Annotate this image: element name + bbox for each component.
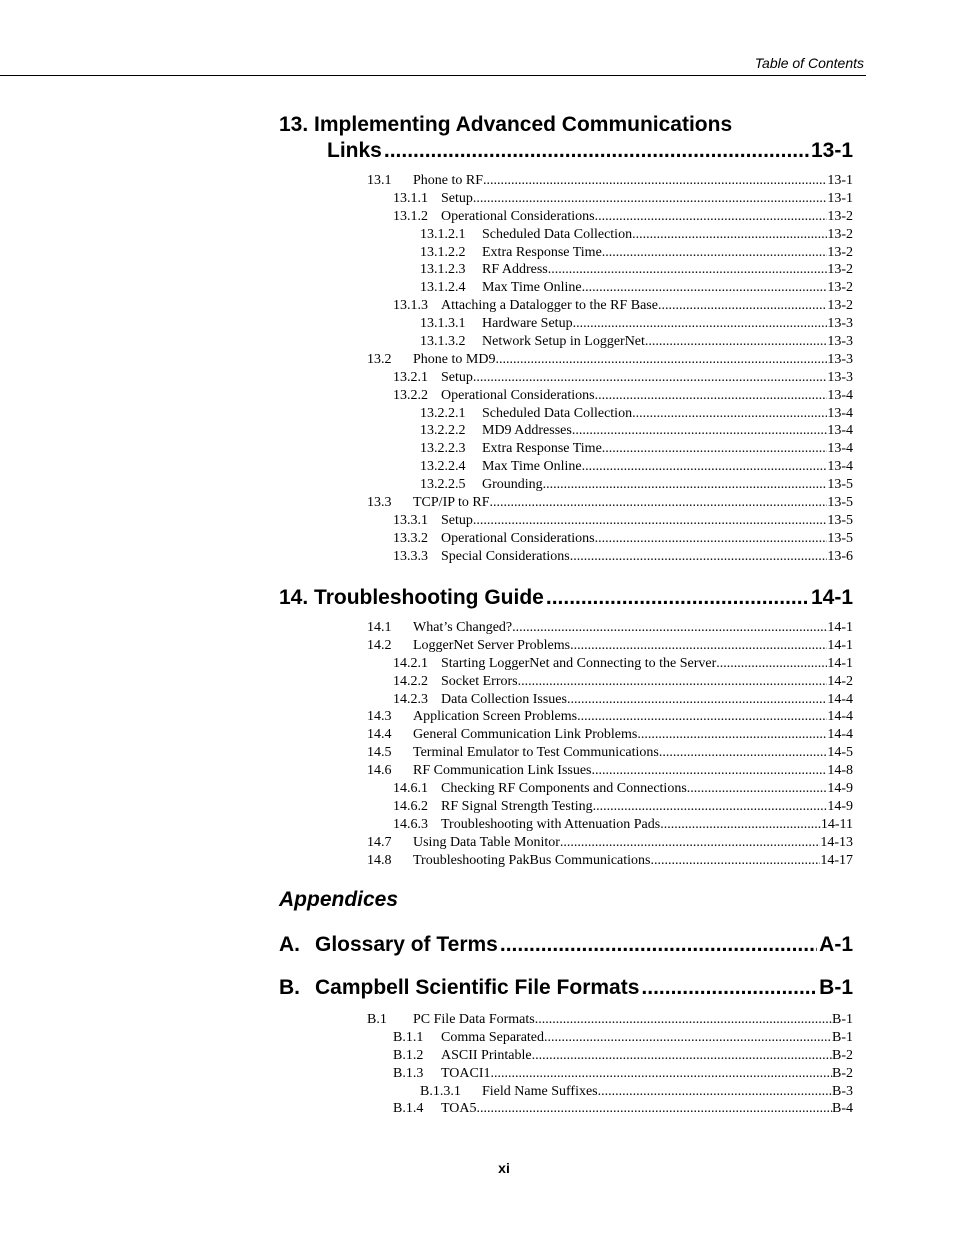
leader-dots bbox=[602, 440, 828, 458]
appendix-a-page: A-1 bbox=[819, 933, 853, 956]
leader-dots bbox=[384, 138, 809, 164]
toc-entry-title: MD9 Addresses bbox=[482, 423, 572, 439]
leader-dots bbox=[570, 548, 828, 566]
toc-entry-number: 13.2.2.1 bbox=[420, 405, 466, 421]
toc-entry[interactable] bbox=[279, 1083, 853, 1101]
toc-entry[interactable] bbox=[279, 834, 853, 852]
leader-dots bbox=[546, 585, 809, 611]
toc-entry[interactable] bbox=[279, 369, 853, 387]
appendix-b-page: B-1 bbox=[819, 976, 853, 999]
toc-entry-title: What’s Changed? bbox=[413, 620, 513, 635]
toc-entry[interactable] bbox=[279, 691, 853, 709]
leader-dots bbox=[483, 172, 827, 190]
toc-entry[interactable] bbox=[279, 673, 853, 691]
toc-entry-title: Scheduled Data Collection bbox=[482, 405, 633, 421]
leader-dots bbox=[658, 297, 827, 315]
toc-entry-title: Extra Response Time bbox=[482, 244, 602, 260]
toc-entry[interactable] bbox=[279, 798, 853, 816]
toc-entry[interactable] bbox=[279, 780, 853, 798]
toc-entry[interactable] bbox=[279, 440, 853, 458]
appendix-b-letter: B. bbox=[279, 976, 300, 999]
toc-entry-page: 13-6 bbox=[827, 548, 853, 564]
toc-entry[interactable] bbox=[279, 387, 853, 405]
leader-dots bbox=[518, 673, 828, 691]
toc-entry[interactable] bbox=[279, 476, 853, 494]
toc-entry[interactable] bbox=[279, 261, 853, 279]
toc-entry-page: 14-4 bbox=[827, 727, 853, 743]
toc-entry-number: B.1.3.1 bbox=[420, 1083, 461, 1099]
toc-entry-title: General Communication Link Problems bbox=[413, 727, 638, 743]
toc-entry-title: TOA5 bbox=[441, 1101, 477, 1117]
toc-entry[interactable] bbox=[279, 1011, 853, 1029]
toc-entry-page: 13-1 bbox=[827, 173, 853, 188]
page-number: xi bbox=[498, 1160, 510, 1176]
leader-dots bbox=[543, 476, 828, 494]
leader-dots bbox=[582, 279, 828, 297]
toc-entry-page: 13-2 bbox=[827, 298, 853, 314]
chapter-13-entries bbox=[279, 172, 853, 566]
toc-entry-title: Network Setup in LoggerNet bbox=[482, 334, 645, 350]
appendix-b-heading[interactable] bbox=[279, 975, 853, 1001]
toc-entry-number: 13.2.1 bbox=[393, 369, 428, 385]
toc-entry-number: 14.6.3 bbox=[393, 816, 428, 832]
leader-dots bbox=[544, 1029, 832, 1047]
toc-entry-number: 13.1.3 bbox=[393, 298, 428, 314]
leader-dots bbox=[595, 387, 828, 405]
toc-entry-page: 14-5 bbox=[827, 745, 853, 761]
toc-entry-page: 14-1 bbox=[827, 637, 853, 653]
toc-entry-page: 14-4 bbox=[827, 691, 853, 707]
toc-entry-number: 14.2.1 bbox=[393, 655, 428, 671]
toc-entry-title: Setup bbox=[441, 190, 473, 206]
appendix-a-heading[interactable] bbox=[279, 932, 853, 958]
toc-entry-number: 13.1.2.3 bbox=[420, 262, 466, 278]
toc-entry[interactable] bbox=[279, 172, 853, 190]
toc-entry-title: RF Communication Link Issues bbox=[413, 763, 592, 779]
toc-entry[interactable] bbox=[279, 333, 853, 351]
leader-dots bbox=[641, 975, 817, 1001]
toc-entry[interactable] bbox=[279, 637, 853, 655]
toc-entry[interactable] bbox=[279, 512, 853, 530]
toc-entry[interactable] bbox=[279, 315, 853, 333]
toc-entry-title: Attaching a Datalogger to the RF Base bbox=[441, 298, 658, 314]
toc-entry-title: Application Screen Problems bbox=[413, 709, 578, 725]
leader-dots bbox=[490, 494, 828, 512]
toc-entry-page: 13-4 bbox=[827, 459, 853, 475]
leader-dots bbox=[473, 369, 827, 387]
toc-entry-number: 13.1.2.1 bbox=[420, 226, 466, 242]
leader-dots bbox=[535, 1011, 832, 1029]
header-rule bbox=[0, 75, 866, 76]
leader-dots bbox=[660, 816, 821, 834]
toc-entry-title: Starting LoggerNet and Connecting to the Server bbox=[441, 655, 717, 671]
toc-entry-page: 13-5 bbox=[827, 512, 853, 528]
toc-entry-page: B-1 bbox=[832, 1012, 853, 1027]
leader-dots bbox=[473, 512, 827, 530]
toc-entry-title: ASCII Printable bbox=[441, 1047, 532, 1063]
toc-entry-page: 13-3 bbox=[827, 316, 853, 332]
toc-entry[interactable] bbox=[279, 297, 853, 315]
toc-entry-page: 14-17 bbox=[820, 852, 853, 868]
toc-entry-page: 13-2 bbox=[827, 280, 853, 296]
toc-entry-page: 14-11 bbox=[820, 816, 853, 832]
toc-entry-number: 14.1 bbox=[367, 620, 392, 635]
leader-dots bbox=[495, 351, 827, 369]
toc-entry-title: Max Time Online bbox=[482, 459, 582, 475]
chapter-14-entries bbox=[279, 619, 853, 869]
toc-entry-number: 13.2 bbox=[367, 351, 392, 367]
toc-entry-number: B.1.2 bbox=[393, 1047, 424, 1063]
toc-entry-title: Troubleshooting PakBus Communications bbox=[413, 852, 651, 868]
toc-entry-number: B.1.1 bbox=[393, 1029, 424, 1045]
toc-entry[interactable] bbox=[279, 351, 853, 369]
toc-entry-title: Using Data Table Monitor bbox=[413, 834, 560, 850]
toc-entry[interactable] bbox=[279, 548, 853, 566]
toc-entry-page: B-4 bbox=[832, 1101, 853, 1117]
leader-dots bbox=[577, 708, 827, 726]
toc-entry-number: 13.3.3 bbox=[393, 548, 428, 564]
toc-entry-number: 14.7 bbox=[367, 834, 392, 850]
toc-entry-page: 14-1 bbox=[827, 620, 853, 635]
toc-entry-number: 14.3 bbox=[367, 709, 392, 725]
toc-entry-number: 14.5 bbox=[367, 745, 392, 761]
leader-dots bbox=[572, 422, 827, 440]
toc-entry-page: 14-9 bbox=[827, 781, 853, 797]
toc-entry-title: Setup bbox=[441, 512, 473, 528]
toc-entry[interactable] bbox=[279, 190, 853, 208]
toc-entry-number: 13.3 bbox=[367, 495, 392, 511]
leader-dots bbox=[595, 530, 828, 548]
toc-entry-number: 13.3.1 bbox=[393, 512, 428, 528]
toc-entry-title: Data Collection Issues bbox=[441, 691, 567, 707]
toc-entry-title: Extra Response Time bbox=[482, 441, 602, 457]
toc-entry-page: 13-3 bbox=[827, 351, 853, 367]
toc-entry-title: Operational Considerations bbox=[441, 387, 595, 403]
toc-entry[interactable] bbox=[279, 852, 853, 870]
toc-entry[interactable] bbox=[279, 458, 853, 476]
toc-entry-number: B.1.4 bbox=[393, 1101, 424, 1117]
toc-entry-page: 13-2 bbox=[827, 262, 853, 278]
toc-entry-page: B-2 bbox=[832, 1047, 853, 1063]
toc-entry-number: 13.2.2 bbox=[393, 387, 428, 403]
leader-dots bbox=[632, 405, 827, 423]
toc-entry-title: Field Name Suffixes bbox=[482, 1083, 598, 1099]
toc-entry[interactable] bbox=[279, 279, 853, 297]
chapter-14-title: 14. Troubleshooting Guide bbox=[279, 586, 544, 609]
toc-entry-number: 14.6.1 bbox=[393, 781, 428, 797]
chapter-13-page: 13-1 bbox=[810, 139, 853, 162]
toc-entry[interactable] bbox=[279, 208, 853, 226]
toc-entry[interactable] bbox=[279, 708, 853, 726]
toc-entry[interactable] bbox=[279, 226, 853, 244]
leader-dots bbox=[500, 932, 817, 958]
leader-dots bbox=[651, 852, 821, 870]
leader-dots bbox=[659, 744, 827, 762]
toc-entry-title: Max Time Online bbox=[482, 280, 582, 296]
toc-entry[interactable] bbox=[279, 655, 853, 673]
toc-entry-title: Setup bbox=[441, 369, 473, 385]
chapter-14-heading[interactable] bbox=[279, 585, 853, 611]
leader-dots bbox=[570, 637, 827, 655]
toc-entry-number: 14.2.3 bbox=[393, 691, 428, 707]
leader-dots bbox=[532, 1047, 832, 1065]
leader-dots bbox=[477, 1100, 832, 1118]
toc-entry-title: Grounding bbox=[482, 477, 543, 493]
toc-entry-number: 13.2.2.2 bbox=[420, 423, 466, 439]
leader-dots bbox=[548, 261, 828, 279]
toc-entry-page: 13-2 bbox=[827, 208, 853, 224]
leader-dots bbox=[512, 619, 827, 637]
toc-entry-title: Hardware Setup bbox=[482, 316, 573, 332]
leader-dots bbox=[491, 1065, 832, 1083]
toc-entry-title: Terminal Emulator to Test Communications bbox=[413, 745, 659, 761]
toc-entry-page: B-2 bbox=[832, 1065, 853, 1081]
toc-entry[interactable] bbox=[279, 1029, 853, 1047]
leader-dots bbox=[598, 1083, 832, 1101]
running-header: Table of Contents bbox=[754, 55, 864, 71]
toc-entry-title: RF Signal Strength Testing bbox=[441, 798, 593, 814]
toc-entry-page: 13-1 bbox=[827, 190, 853, 206]
toc-entry-page: 14-1 bbox=[827, 655, 853, 671]
toc-entry[interactable] bbox=[279, 1065, 853, 1083]
toc-entry-page: B-1 bbox=[832, 1029, 853, 1045]
toc-entry-title: TCP/IP to RF bbox=[413, 495, 490, 511]
toc-entry-number: 14.4 bbox=[367, 727, 392, 743]
toc-entry-title: Phone to RF bbox=[413, 173, 484, 188]
toc-entry-title: PC File Data Formats bbox=[413, 1012, 535, 1027]
toc-entry-number: 13.1.1 bbox=[393, 190, 428, 206]
toc-entry-title: Socket Errors bbox=[441, 673, 518, 689]
toc-entry[interactable] bbox=[279, 744, 853, 762]
toc-entry-number: 13.2.2.4 bbox=[420, 459, 466, 475]
toc-entry-number: 14.2.2 bbox=[393, 673, 428, 689]
toc-entry-title: TOACI1 bbox=[441, 1065, 491, 1081]
toc-entry-page: 14-9 bbox=[827, 798, 853, 814]
toc-entry-title: Operational Considerations bbox=[441, 530, 595, 546]
toc-entry-page: 13-5 bbox=[827, 530, 853, 546]
toc-entry-page: 13-3 bbox=[827, 369, 853, 385]
toc-entry[interactable] bbox=[279, 530, 853, 548]
appendix-b-title: Campbell Scientific File Formats bbox=[315, 976, 640, 999]
toc-entry[interactable] bbox=[279, 1047, 853, 1065]
toc-entry[interactable] bbox=[279, 726, 853, 744]
toc-entry-number: 13.1.3.2 bbox=[420, 334, 466, 350]
toc-entry-title: RF Address bbox=[482, 262, 548, 278]
toc-entry-page: 14-13 bbox=[820, 834, 853, 850]
toc-entry-page: 14-4 bbox=[827, 709, 853, 725]
leader-dots bbox=[593, 798, 828, 816]
toc-entry[interactable] bbox=[279, 816, 853, 834]
toc-entry-number: 13.3.2 bbox=[393, 530, 428, 546]
toc-entry-page: 13-4 bbox=[827, 423, 853, 439]
toc-entry-number: 13.1.2.2 bbox=[420, 244, 466, 260]
toc-entry[interactable] bbox=[279, 619, 853, 637]
toc-entry-title: Comma Separated bbox=[441, 1029, 545, 1045]
toc-entry[interactable] bbox=[279, 422, 853, 440]
chapter-13-title-line2: Links bbox=[327, 139, 382, 162]
appendix-a-letter: A. bbox=[279, 933, 300, 956]
toc-entry-page: B-3 bbox=[832, 1083, 853, 1099]
toc-entry-title: Special Considerations bbox=[441, 548, 570, 564]
toc-entry-title: Phone to MD9 bbox=[413, 351, 496, 367]
toc-entry-title: Operational Considerations bbox=[441, 208, 595, 224]
leader-dots bbox=[573, 315, 828, 333]
appendices-heading: Appendices bbox=[279, 888, 399, 911]
toc-entry-title: LoggerNet Server Problems bbox=[413, 637, 571, 653]
chapter-13-heading[interactable] bbox=[279, 112, 853, 164]
leader-dots bbox=[595, 208, 828, 226]
toc-entry-page: 13-5 bbox=[827, 495, 853, 511]
leader-dots bbox=[473, 190, 827, 208]
toc-entry-page: 13-3 bbox=[827, 334, 853, 350]
toc-entry-number: 13.1.3.1 bbox=[420, 316, 466, 332]
toc-entry-number: 13.2.2.3 bbox=[420, 441, 466, 457]
leader-dots bbox=[632, 226, 827, 244]
leader-dots bbox=[645, 333, 827, 351]
toc-entry-page: 14-2 bbox=[827, 673, 853, 689]
leader-dots bbox=[637, 726, 827, 744]
toc-entry-number: 13.1.2.4 bbox=[420, 280, 466, 296]
toc-entry-number: B.1.3 bbox=[393, 1065, 424, 1081]
appendix-b-entries bbox=[279, 1011, 853, 1118]
toc-entry-page: 13-4 bbox=[827, 405, 853, 421]
toc-entry-number: 14.6 bbox=[367, 763, 392, 779]
appendix-a-title: Glossary of Terms bbox=[315, 933, 498, 956]
leader-dots bbox=[567, 691, 827, 709]
toc-entry[interactable] bbox=[279, 762, 853, 780]
toc-entry-page: 13-2 bbox=[827, 226, 853, 242]
toc-entry-page: 13-4 bbox=[827, 441, 853, 457]
leader-dots bbox=[582, 458, 828, 476]
leader-dots bbox=[560, 834, 820, 852]
toc-entry-number: 13.1.2 bbox=[393, 208, 428, 224]
toc-entry[interactable] bbox=[279, 1100, 853, 1118]
toc-entry-number: 13.2.2.5 bbox=[420, 477, 466, 493]
toc-entry[interactable] bbox=[279, 244, 853, 262]
leader-dots bbox=[592, 762, 828, 780]
toc-entry-page: 14-8 bbox=[827, 763, 853, 779]
toc-entry-number: 13.1 bbox=[367, 173, 392, 188]
leader-dots bbox=[716, 655, 827, 673]
leader-dots bbox=[602, 244, 828, 262]
toc-entry-number: 14.8 bbox=[367, 852, 392, 868]
toc-entry-number: 14.6.2 bbox=[393, 798, 428, 814]
toc-entry-number: 14.2 bbox=[367, 637, 392, 653]
toc-entry[interactable] bbox=[279, 494, 853, 512]
chapter-14-page: 14-1 bbox=[810, 586, 853, 609]
toc-entry-number: B.1 bbox=[367, 1012, 387, 1027]
toc-entry-page: 13-5 bbox=[827, 477, 853, 493]
chapter-13-title-line1: 13. Implementing Advanced Communications bbox=[279, 113, 733, 136]
toc-entry-title: Troubleshooting with Attenuation Pads bbox=[441, 816, 661, 832]
toc-entry-title: Scheduled Data Collection bbox=[482, 226, 633, 242]
toc-entry-page: 13-4 bbox=[827, 387, 853, 403]
leader-dots bbox=[687, 780, 828, 798]
toc-entry-page: 13-2 bbox=[827, 244, 853, 260]
toc-entry-title: Checking RF Components and Connections bbox=[441, 781, 687, 797]
toc-entry[interactable] bbox=[279, 405, 853, 423]
